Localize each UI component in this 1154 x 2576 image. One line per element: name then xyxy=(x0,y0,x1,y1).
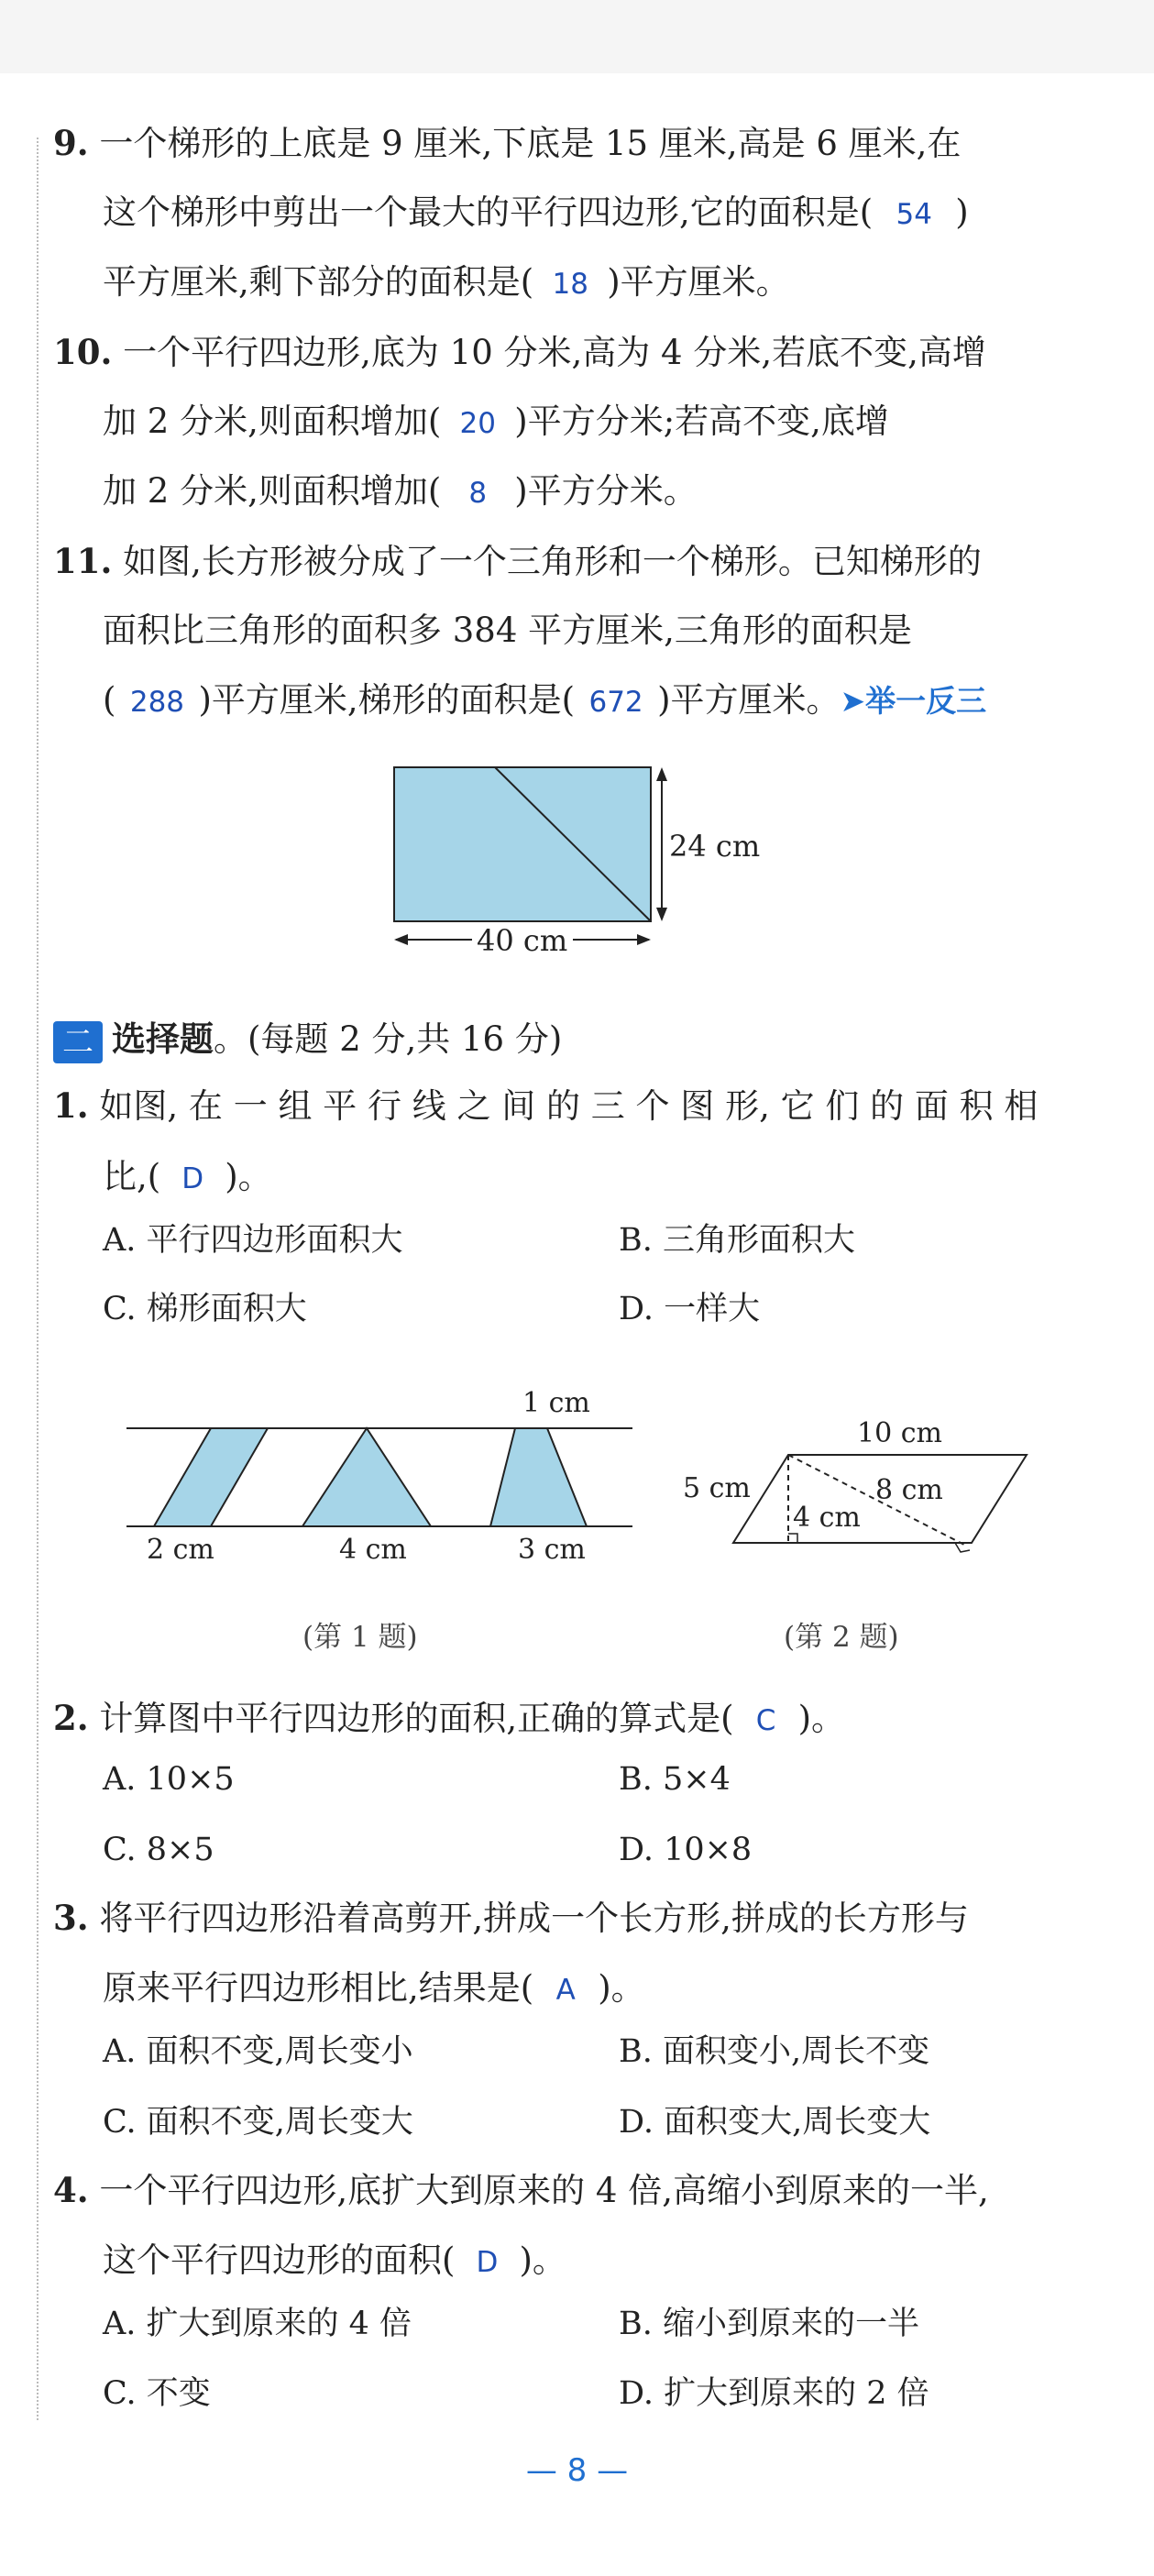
figure-1-caption: (第 1 题) xyxy=(302,1621,418,1654)
choice-q4-option-a[interactable]: A. 扩大到原来的 4 倍 xyxy=(103,2306,412,2342)
choice-q2-option-b[interactable]: B. 5×4 xyxy=(619,1761,731,1798)
q10-answer-2: 8 xyxy=(468,477,488,510)
choice-q1-option-d[interactable]: D. 一样大 xyxy=(619,1291,761,1327)
section-badge: 二 xyxy=(53,1021,103,1063)
choice-q4-option-d[interactable]: D. 扩大到原来的 2 倍 xyxy=(619,2375,929,2412)
arrowhead-down-icon xyxy=(656,908,667,921)
parallelogram-shape xyxy=(154,1428,268,1526)
margin-rule xyxy=(37,138,40,2420)
fig2-left-label: 5 cm xyxy=(683,1472,751,1504)
section-title: 选择题 xyxy=(112,1019,214,1059)
section-2-header xyxy=(53,1018,562,1063)
q10-answer-1: 20 xyxy=(459,407,496,440)
fig2-height-label: 4 cm xyxy=(793,1502,861,1534)
right-angle-mark xyxy=(788,1534,797,1543)
extension-link[interactable]: ➤举一反三 xyxy=(840,683,987,719)
q11-line-1: 11. 如图,长方形被分成了一个三角形和一个梯形。已知梯形的 xyxy=(53,541,982,581)
q9-line-1: 9. 一个梯形的上底是 9 厘米,下底是 15 厘米,高是 6 厘米,在 xyxy=(53,123,962,163)
choice-q3-answer: A xyxy=(555,1974,576,2007)
choice-q2-option-d[interactable]: D. 10×8 xyxy=(619,1832,753,1868)
fig2-diag-label: 8 cm xyxy=(875,1474,943,1506)
top-band xyxy=(0,0,1154,73)
choice-q2-answer: C xyxy=(755,1704,776,1737)
q9-line-3: 平方厘米,剩下部分的面积是( 18 )平方厘米。 xyxy=(103,260,790,306)
fig1-label-3: 3 cm xyxy=(518,1534,586,1566)
choice-q3-line-1: 3. 将平行四边形沿着高剪开,拼成一个长方形,拼成的长方形与 xyxy=(53,1898,969,1938)
section-note: 。(每题 2 分,共 16 分) xyxy=(214,1019,563,1059)
q11-answer-2: 672 xyxy=(588,686,643,719)
figure-2-caption: (第 2 题) xyxy=(784,1621,899,1654)
choice-q4-line-1: 4. 一个平行四边形,底扩大到原来的 4 倍,高缩小到原来的一半, xyxy=(53,2170,989,2210)
choice-q3-option-d[interactable]: D. 面积变大,周长变大 xyxy=(619,2104,931,2141)
q10-line-2: 加 2 分米,则面积增加( 20 )平方分米;若高不变,底增 xyxy=(103,400,889,446)
triangle-shape xyxy=(302,1428,431,1526)
figure-2 xyxy=(678,1407,1045,1581)
rectangle-shape xyxy=(394,767,651,921)
fig1-top-label: 1 cm xyxy=(522,1387,590,1419)
choice-q4-line-2: 这个平行四边形的面积( D )。 xyxy=(103,2239,566,2284)
arrowhead-up-icon xyxy=(656,767,667,781)
choice-q1-line-1: 1. 如图, 在 一 组 平 行 线 之 间 的 三 个 图 形, 它 们 的 面 积 相 xyxy=(53,1085,1039,1126)
choice-q1-answer: D xyxy=(181,1162,204,1195)
q9-answer-2: 18 xyxy=(552,268,588,301)
choice-q3-option-c[interactable]: C. 面积不变,周长变大 xyxy=(103,2104,413,2141)
fig1-label-1: 2 cm xyxy=(147,1534,214,1566)
choice-q4-answer: D xyxy=(476,2246,499,2279)
fig1-label-2: 4 cm xyxy=(339,1534,407,1566)
height-label: 24 cm xyxy=(669,829,761,864)
choice-q2-option-c[interactable]: C. 8×5 xyxy=(103,1832,214,1868)
arrowhead-right-icon xyxy=(637,934,651,945)
q9-line-2: 这个梯形中剪出一个最大的平行四边形,它的面积是( 54 ) xyxy=(103,191,969,237)
page-number: — 8 — xyxy=(525,2452,629,2489)
figure-1 xyxy=(119,1375,651,1577)
choice-q2-line-1: 2. 计算图中平行四边形的面积,正确的算式是( C )。 xyxy=(53,1696,845,1743)
width-label: 40 cm xyxy=(477,923,568,958)
trapezoid-shape xyxy=(490,1428,587,1526)
choice-q4-option-b[interactable]: B. 缩小到原来的一半 xyxy=(619,2306,919,2342)
choice-q1-option-b[interactable]: B. 三角形面积大 xyxy=(619,1222,855,1259)
q11-figure xyxy=(376,754,761,964)
choice-q1-option-c[interactable]: C. 梯形面积大 xyxy=(103,1291,307,1327)
choice-q4-option-c[interactable]: C. 不变 xyxy=(103,2375,211,2412)
q11-line-3: ( 288 )平方厘米,梯形的面积是( 672 )平方厘米。➤举一反三 xyxy=(103,678,986,724)
q10-line-1: 10. 一个平行四边形,底为 10 分米,高为 4 分米,若底不变,高增 xyxy=(53,332,986,372)
choice-q3-option-b[interactable]: B. 面积变小,周长不变 xyxy=(619,2033,930,2070)
choice-q3-line-2: 原来平行四边形相比,结果是( A )。 xyxy=(103,1966,645,2012)
fig2-top-label: 10 cm xyxy=(857,1417,942,1449)
arrowhead-left-icon xyxy=(394,934,408,945)
choice-q3-option-a[interactable]: A. 面积不变,周长变小 xyxy=(103,2033,413,2070)
choice-q2-option-a[interactable]: A. 10×5 xyxy=(103,1761,235,1798)
q10-line-3: 加 2 分米,则面积增加( 8 )平方分米。 xyxy=(103,469,698,515)
choice-q1-line-2: 比,( D )。 xyxy=(103,1155,272,1201)
q11-answer-1: 288 xyxy=(129,686,185,719)
choice-q1-option-a[interactable]: A. 平行四边形面积大 xyxy=(103,1222,403,1259)
q11-line-2: 面积比三角形的面积多 384 平方厘米,三角形的面积是 xyxy=(103,611,912,650)
q9-answer-1: 54 xyxy=(896,198,932,231)
